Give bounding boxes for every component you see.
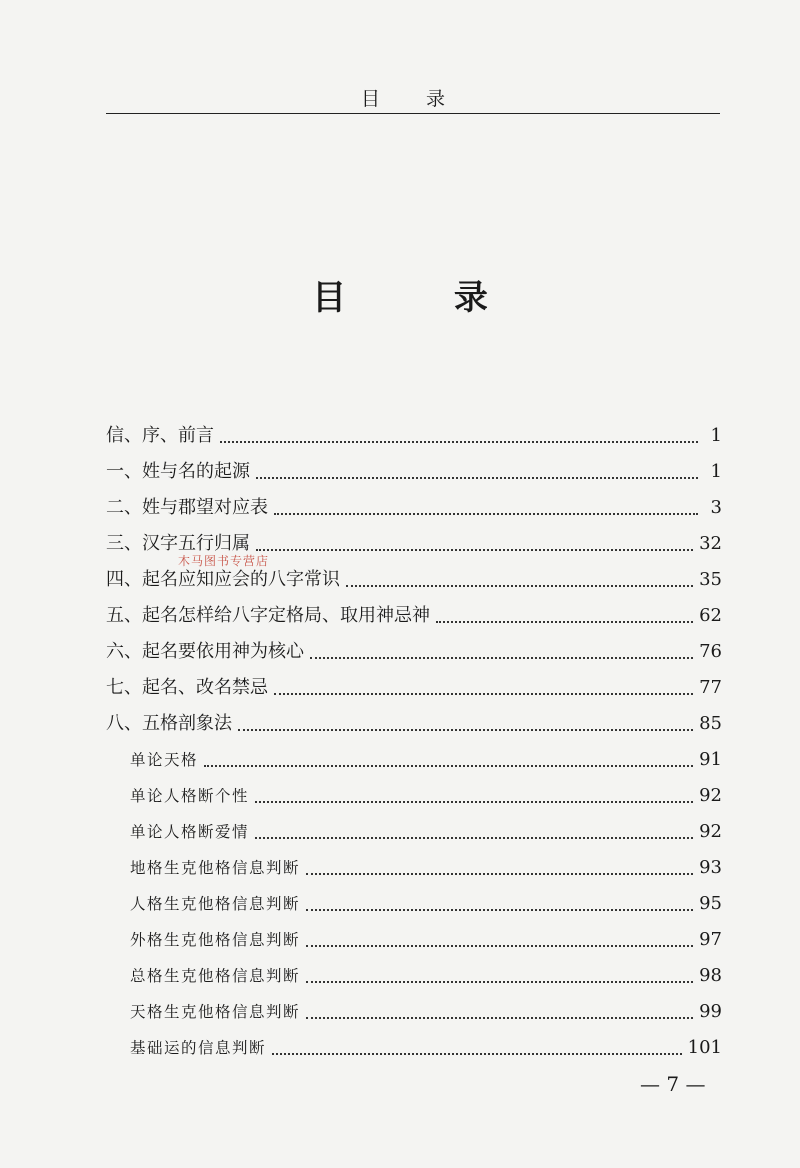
toc-entry-title: 单论人格断爱情: [130, 823, 250, 841]
toc-entry: [106, 886, 722, 922]
toc-entry-page: 97: [699, 929, 722, 950]
toc-entry: [106, 958, 722, 994]
toc-entry-title: 二、姓与郡望对应表: [106, 497, 268, 518]
toc-entry: [106, 706, 722, 742]
toc-entry-page: 93: [699, 857, 722, 878]
toc-entry: [106, 490, 722, 526]
toc-entry-page: 98: [699, 965, 722, 986]
header-rule: [106, 113, 720, 114]
toc-entry-page: 99: [699, 1001, 722, 1022]
store-watermark: 木马图书专营店: [178, 554, 270, 568]
toc-entry-title: 一、姓与名的起源: [106, 461, 250, 482]
page-title: 目 录: [312, 278, 536, 318]
dot-leader: [274, 692, 693, 695]
toc-entry-title: 六、起名要依用神为核心: [106, 641, 304, 662]
toc-entry-title: 五、起名怎样给八字定格局、取用神忌神: [106, 605, 430, 626]
toc-entry: [106, 634, 722, 670]
toc-entry-page: 92: [699, 785, 722, 806]
toc-entry: [106, 850, 722, 886]
toc-entry-title: 人格生克他格信息判断: [130, 895, 301, 913]
toc-entry-title: 天格生克他格信息判断: [130, 1003, 301, 1021]
toc-entry-page: 35: [699, 569, 722, 590]
dot-leader: [306, 908, 693, 911]
dot-leader: [255, 836, 693, 839]
toc-entry: [106, 598, 722, 634]
toc-entry: [106, 454, 722, 490]
dot-leader: [436, 620, 693, 623]
dot-leader: [272, 1052, 682, 1055]
page-number: — 7 —: [640, 1072, 706, 1096]
toc-entry: [106, 814, 722, 850]
toc-entry-title: 四、起名应知应会的八字常识: [106, 569, 340, 590]
dot-leader: [204, 764, 693, 767]
toc-entry-page: 92: [699, 821, 722, 842]
dot-leader: [255, 800, 693, 803]
toc-entry: [106, 418, 722, 454]
toc-entry-title: 单论人格断个性: [130, 787, 250, 805]
toc-entry-title: 七、起名、改名禁忌: [106, 677, 268, 698]
dot-leader: [256, 476, 698, 479]
toc-entry-page: 95: [699, 893, 722, 914]
toc-entry: [106, 670, 722, 706]
running-header: 目 录: [360, 88, 466, 110]
toc-entry-page: 85: [699, 713, 722, 734]
toc-entry-title: 总格生克他格信息判断: [130, 967, 301, 985]
dot-leader: [274, 512, 698, 515]
table-of-contents: [106, 418, 722, 1066]
toc-entry-title: 信、序、前言: [106, 425, 214, 446]
dot-leader: [220, 440, 698, 443]
toc-entry-title: 三、汉字五行归属: [106, 533, 250, 554]
dot-leader: [346, 584, 693, 587]
toc-entry: [106, 742, 722, 778]
toc-entry-title: 地格生克他格信息判断: [130, 859, 301, 877]
dot-leader: [306, 872, 693, 875]
toc-entry-page: 77: [699, 677, 722, 698]
toc-entry: [106, 1030, 722, 1066]
toc-entry-page: 1: [710, 425, 722, 446]
toc-entry-page: 32: [699, 533, 722, 554]
toc-entry-title: 外格生克他格信息判断: [130, 931, 301, 949]
dot-leader: [306, 1016, 693, 1019]
toc-entry: [106, 994, 722, 1030]
toc-entry-title: 单论天格: [130, 751, 199, 769]
dot-leader: [306, 980, 693, 983]
toc-entry-page: 91: [699, 749, 722, 770]
toc-entry-page: 62: [699, 605, 722, 626]
toc-entry-title: 基础运的信息判断: [130, 1039, 267, 1057]
toc-entry-page: 1: [710, 461, 722, 482]
dot-leader: [256, 548, 693, 551]
toc-entry-page: 76: [699, 641, 722, 662]
dot-leader: [238, 728, 693, 731]
toc-entry-page: 101: [687, 1037, 722, 1058]
toc-entry: [106, 922, 722, 958]
dot-leader: [306, 944, 693, 947]
dot-leader: [310, 656, 693, 659]
toc-entry: [106, 778, 722, 814]
toc-entry-page: 3: [710, 497, 722, 518]
toc-entry-title: 八、五格剖象法: [106, 713, 232, 734]
